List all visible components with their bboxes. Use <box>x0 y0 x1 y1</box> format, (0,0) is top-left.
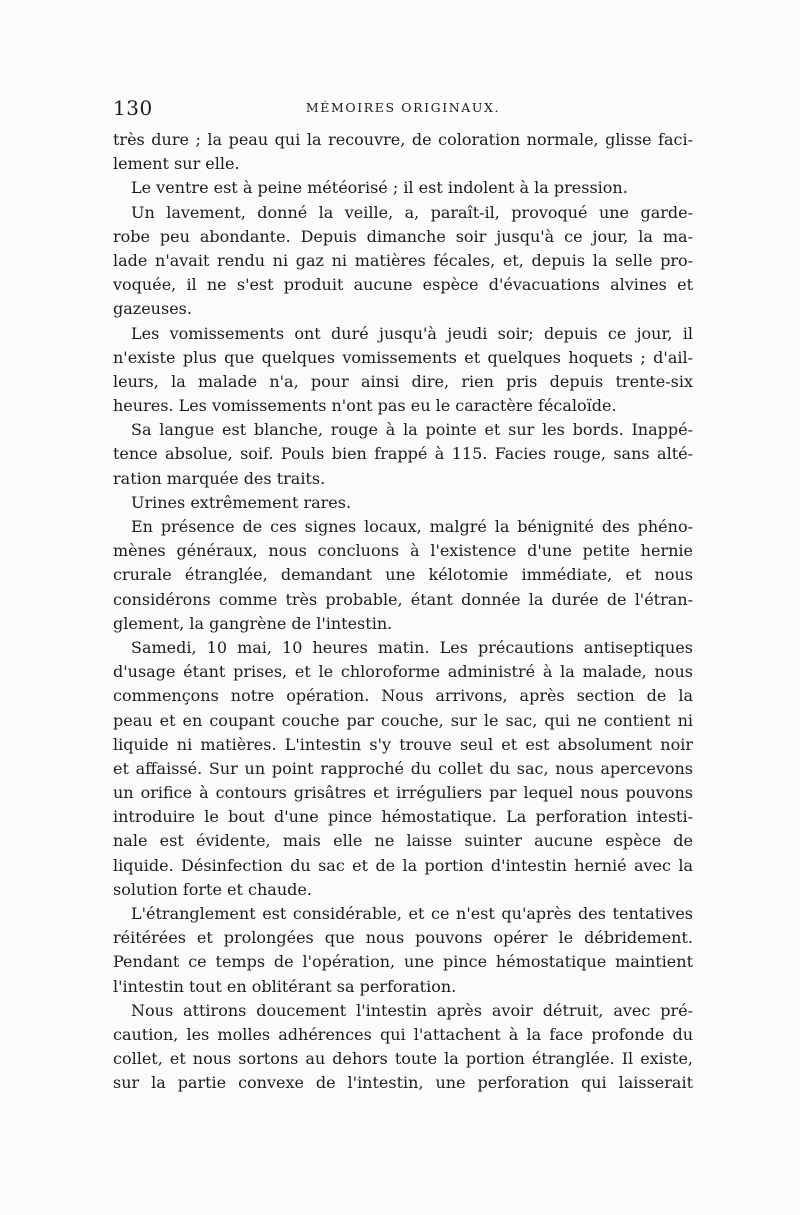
text-line: un orifice à contours grisâtres et irréguliers par lequel nous pouvons <box>113 783 693 803</box>
text-line: liquide. Désinfection du sac et de la portion d'intestin hernié avec la <box>113 855 693 875</box>
text-line: Le ventre est à peine météorisé ; il est indolent à la pression. <box>131 178 628 198</box>
text-line: Nous attirons doucement l'intestin après avoir détruit, avec pré- <box>131 1000 693 1020</box>
page-header <box>113 96 693 122</box>
text-line: glement, la gangrène de l'intestin. <box>113 613 393 633</box>
text-line: gazeuses. <box>113 299 192 319</box>
text-line: En présence de ces signes locaux, malgré la bénignité des phéno- <box>131 517 693 536</box>
text-line: n'existe plus que quelques vomissements et quelques hoquets ; d'ail- <box>113 347 693 367</box>
text-line: considérons comme très probable, étant donnée la durée de l'étran- <box>113 589 693 609</box>
text-line: réitérées et prolongées que nous pouvons opérer le débridement. <box>113 928 693 948</box>
text-line: et affaissé. Sur un point rapproché du collet du sac, nous apercevons <box>113 758 693 778</box>
text-line: lement sur elle. <box>113 154 240 174</box>
running-title: MÉMOIRES ORIGINAUX. <box>305 100 501 115</box>
text-line: solution forte et chaude. <box>113 879 312 899</box>
text-line: caution, les molles adhérences qui l'attachent à la face profonde du <box>113 1024 693 1044</box>
text-line: nale est évidente, mais elle ne laisse suinter aucune espèce de <box>113 831 693 851</box>
text-line: Pendant ce temps de l'opération, une pince hémostatique maintient <box>113 952 693 972</box>
text-line: lade n'avait rendu ni gaz ni matières fécales, et, depuis la selle pro- <box>113 250 693 270</box>
text-line: l'intestin tout en oblitérant sa perforation. <box>113 976 457 996</box>
text-line: Urines extrêmement rares. <box>131 492 352 512</box>
text-line: collet, et nous sortons au dehors toute la portion étranglée. Il existe, <box>113 1049 693 1069</box>
text-line: robe peu abondante. Depuis dimanche soir jusqu'à ce jour, la ma- <box>113 226 693 246</box>
text-line: L'étranglement est considérable, et ce n'est qu'après des tentatives <box>131 904 693 923</box>
text-line: Les vomissements ont duré jusqu'à jeudi soir; depuis ce jour, il <box>131 323 693 343</box>
text-line: heures. Les vomissements n'ont pas eu le caractère fécaloïde. <box>113 396 617 416</box>
body-text <box>113 128 693 1096</box>
text-line: crurale étranglée, demandant une kélotomie immédiate, et nous <box>113 565 693 585</box>
text-line: introduire le bout d'une pince hémostatique. La perforation intesti- <box>113 807 693 827</box>
text-line: commençons notre opération. Nous arrivons, après section de la <box>113 686 693 706</box>
text-line: Un lavement, donné la veille, a, paraît-il, provoqué une garde- <box>131 202 693 222</box>
text-line: d'usage étant prises, et le chloroforme administré à la malade, nous <box>113 662 693 682</box>
page-number: 130 <box>113 96 153 120</box>
text-line: sur la partie convexe de l'intestin, une perforation qui laisserait <box>113 1073 693 1093</box>
text-line: leurs, la malade n'a, pour ainsi dire, rien pris depuis trente-six <box>113 371 693 391</box>
text-line: tence absolue, soif. Pouls bien frappé à 115. Facies rouge, sans alté- <box>113 444 693 464</box>
text-line: très dure ; la peau qui la recouvre, de coloration normale, glisse faci- <box>113 130 693 149</box>
text-line: Samedi, 10 mai, 10 heures matin. Les précautions antiseptiques <box>131 637 693 657</box>
text-line: ration marquée des traits. <box>113 468 326 488</box>
text-line: Sa langue est blanche, rouge à la pointe et sur les bords. Inappé- <box>131 420 693 440</box>
text-line: peau et en coupant couche par couche, sur le sac, qui ne contient ni <box>113 710 693 730</box>
text-line: voquée, il ne s'est produit aucune espèce d'évacuations alvines et <box>113 275 693 295</box>
text-line: liquide ni matières. L'intestin s'y trouve seul et est absolument noir <box>113 734 693 754</box>
text-line: mènes généraux, nous concluons à l'existence d'une petite hernie <box>113 541 693 561</box>
